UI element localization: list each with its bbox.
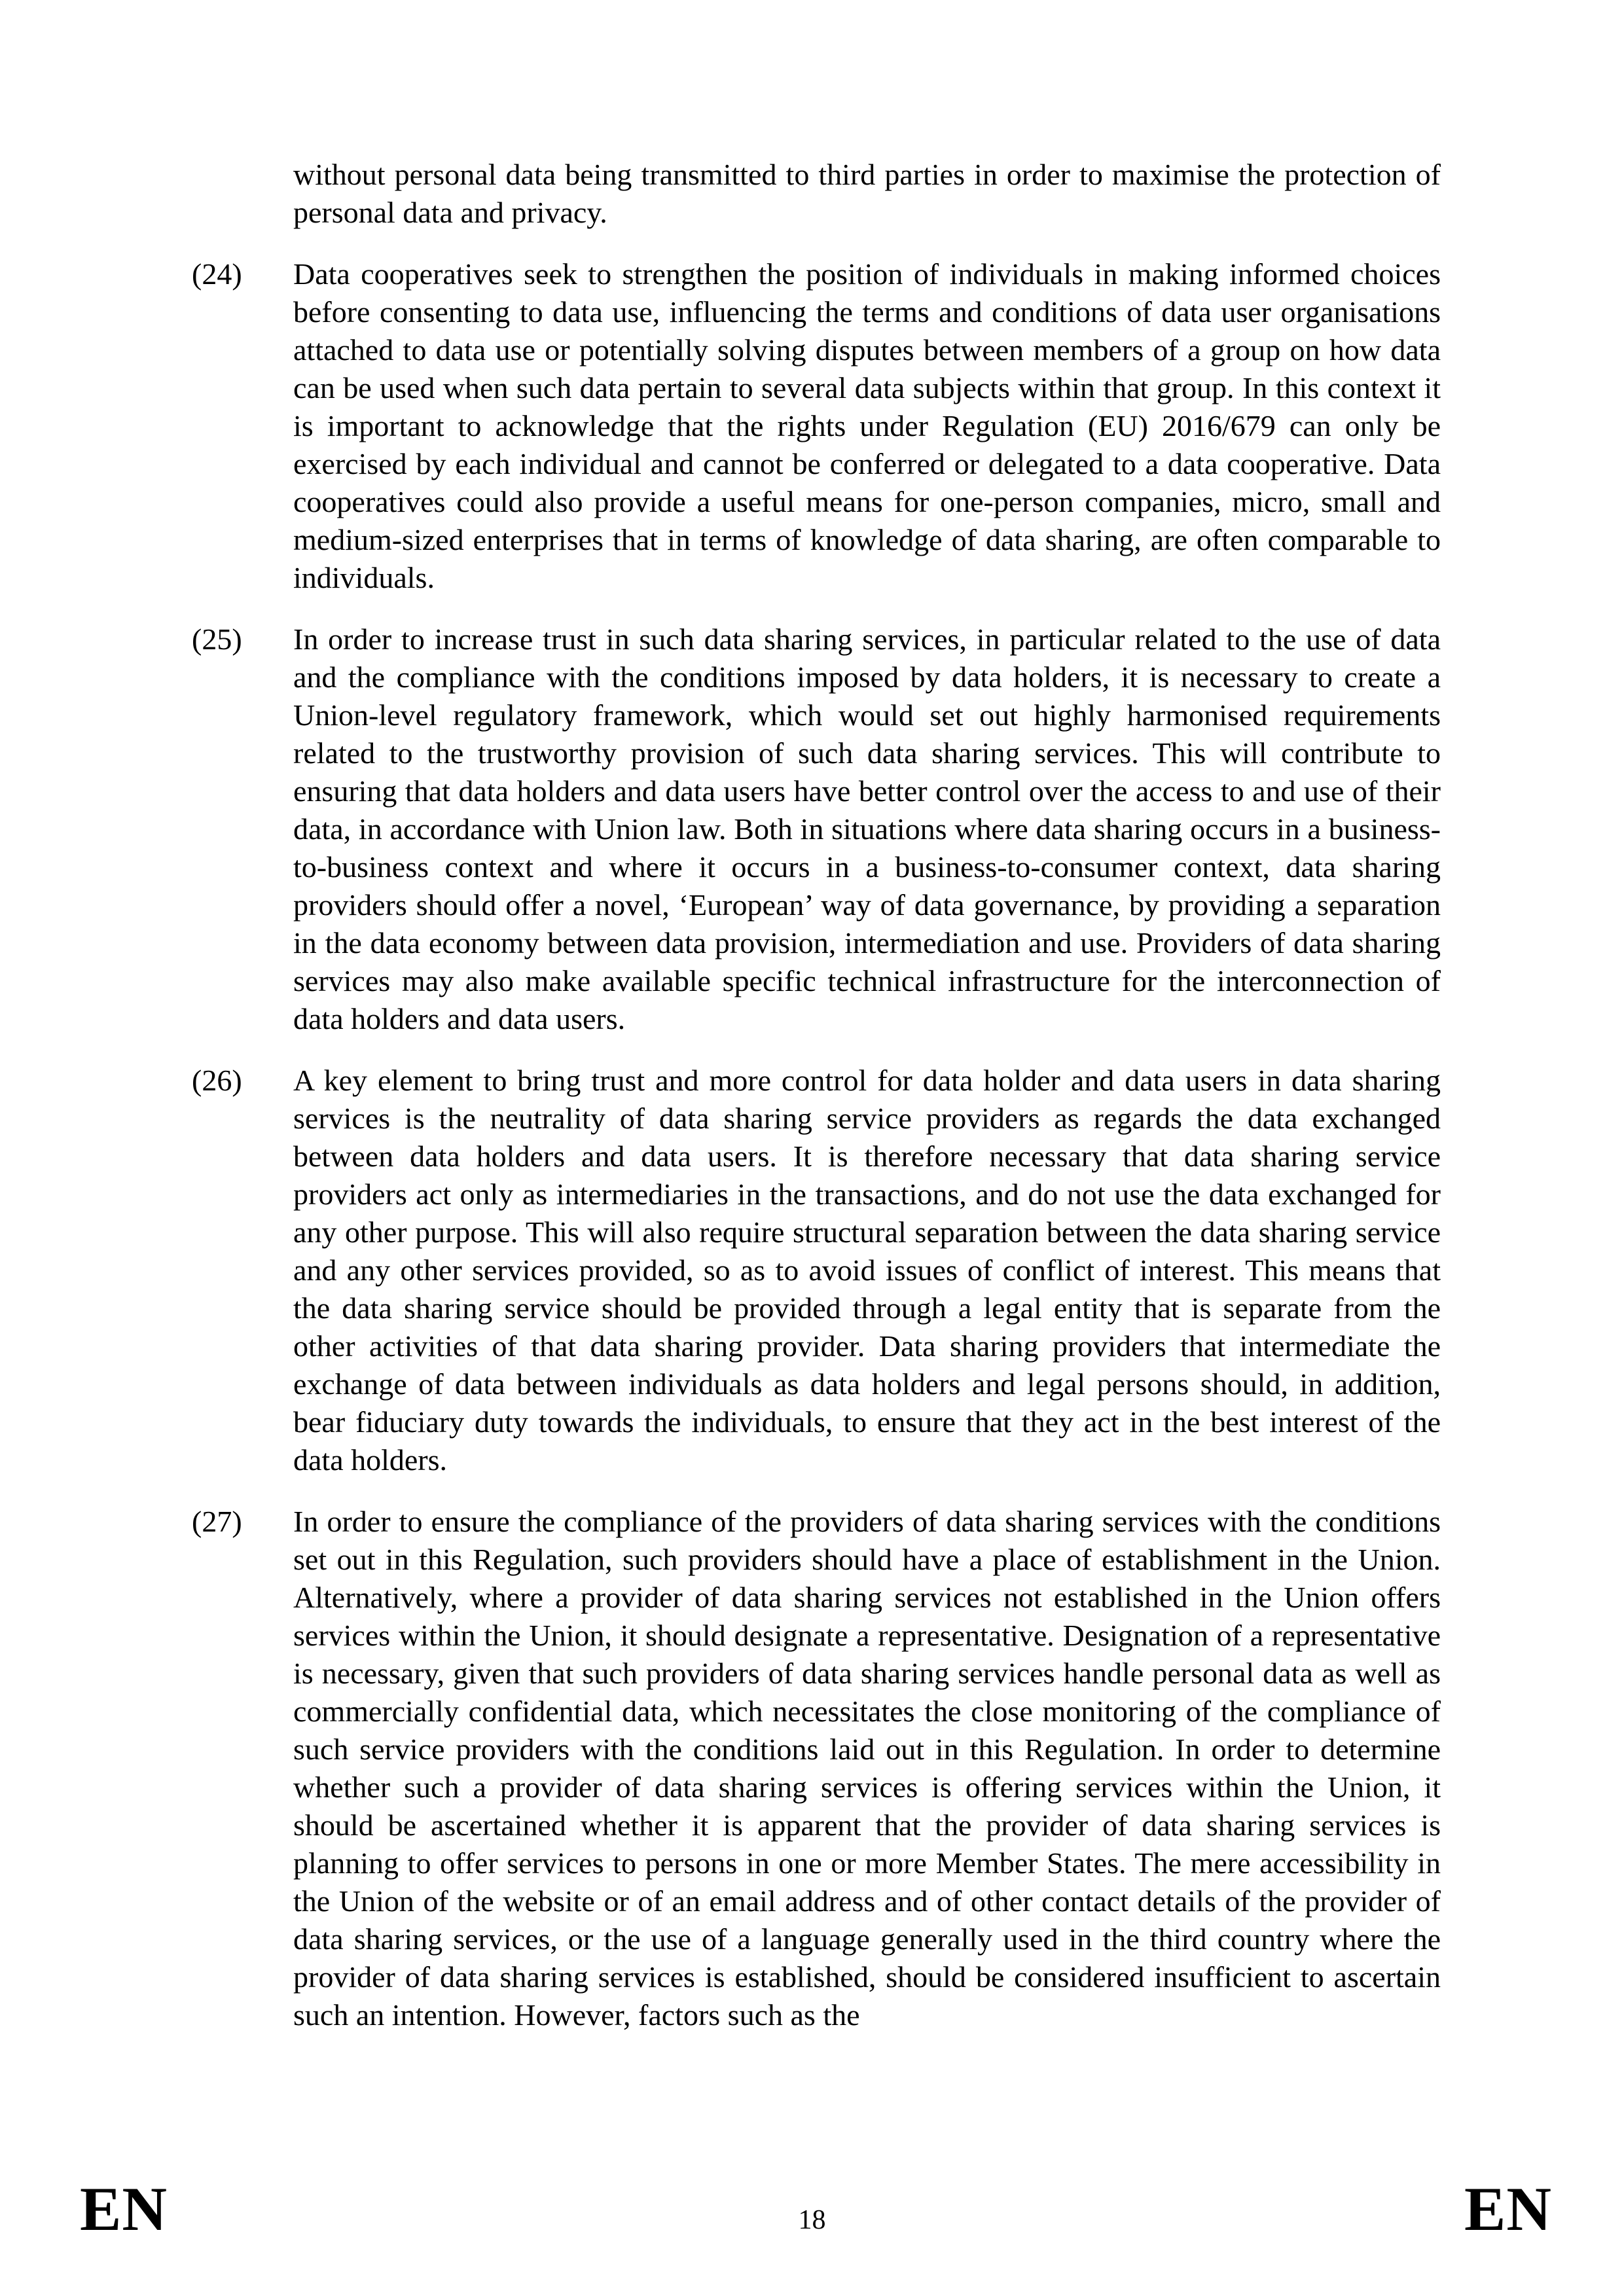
recital-27 xyxy=(192,1503,1441,2034)
recital-24 xyxy=(192,255,1441,597)
recital-number xyxy=(192,156,293,232)
recital-text: Data cooperatives seek to strengthen the position of individuals in making informed choices before consenting to data use, influencing the terms and conditions of data user organisations attached to data use or potentially solving disputes between members of a group on how data can be used when such data pertain to several data subjects within that group. In this context it is important to acknowledge that the rights under Regulation (EU) 2016/679 can only be exercised by each individual and cannot be conferred or delegated to a data cooperative. Data cooperatives could also provide a useful means for one-person companies, micro, small and medium-sized enterprises that in terms of knowledge of data sharing, are often comparable to individuals. xyxy=(293,257,1441,594)
paragraph-continuation xyxy=(192,156,1441,232)
recital-text: In order to ensure the compliance of the providers of data sharing services with the conditions set out in this Regulation, such providers should have a place of establishment in the Union. Alternatively, where a provider of data sharing services not established in the Union offers services within the Union, it should designate a representative. Designation of a representative is necessary, given that such providers of data sharing services handle personal data as well as commercially confidential data, which necessitates the close monitoring of the compliance of such service providers with the conditions laid out in this Regulation. In order to determine whether such a provider of data sharing services is offering services within the Union, it should be ascertained whether it is apparent that the provider of data sharing services is planning to offer services to persons in one or more Member States. The mere accessibility in the Union of the website or of an email address and of other contact details of the provider of data sharing services, or the use of a language generally used in the third country where the provider of data sharing services is established, should be considered insufficient to ascertain such an intention. However, factors such as the xyxy=(293,1505,1441,2032)
recital-text: A key element to bring trust and more control for data holder and data users in data sharing services is the neutrality of data sharing service providers as regards the data exchanged between data holders and data users. It is therefore necessary that data sharing service providers act only as intermediaries in the transactions, and do not use the data exchanged for any other purpose. This will also require structural separation between the data sharing service and any other services provided, so as to avoid issues of conflict of interest. This means that the data sharing service should be provided through a legal entity that is separate from the other activities of that data sharing provider. Data sharing providers that intermediate the exchange of data between individuals as data holders and legal persons should, in addition, bear fiduciary duty towards the individuals, to ensure that they act in the best interest of the data holders. xyxy=(293,1064,1441,1477)
recital-25 xyxy=(192,620,1441,1038)
language-code-right: EN xyxy=(1464,2174,1552,2244)
recital-text: without personal data being transmitted to third parties in order to maximise the protection of personal data and privacy. xyxy=(293,158,1441,229)
recital-number: (24) xyxy=(192,257,242,291)
recital-number: (26) xyxy=(192,1064,242,1097)
recital-number: (27) xyxy=(192,1505,242,1538)
recital-text: In order to increase trust in such data sharing services, in particular related to the use of data and the compliance with the conditions imposed by data holders, it is necessary to create a Union-level regulatory framework, which would set out highly harmonised requirements related to the trustworthy provision of such data sharing services. This will contribute to ensuring that data holders and data users have better control over the access to and use of their data, in accordance with Union law. Both in situations where data sharing occurs in a business-to-business context and where it occurs in a business-to-consumer context, data sharing providers should offer a novel, ‘European’ way of data governance, by providing a separation in the data economy between data provision, intermediation and use. Providers of data sharing services may also make available specific technical infrastructure for the interconnection of data holders and data users. xyxy=(293,622,1441,1035)
language-code-left: EN xyxy=(80,2174,168,2244)
recital-26 xyxy=(192,1062,1441,1479)
recital-number: (25) xyxy=(192,622,242,656)
document-body xyxy=(192,156,1441,2058)
page-number: 18 xyxy=(798,2205,826,2235)
